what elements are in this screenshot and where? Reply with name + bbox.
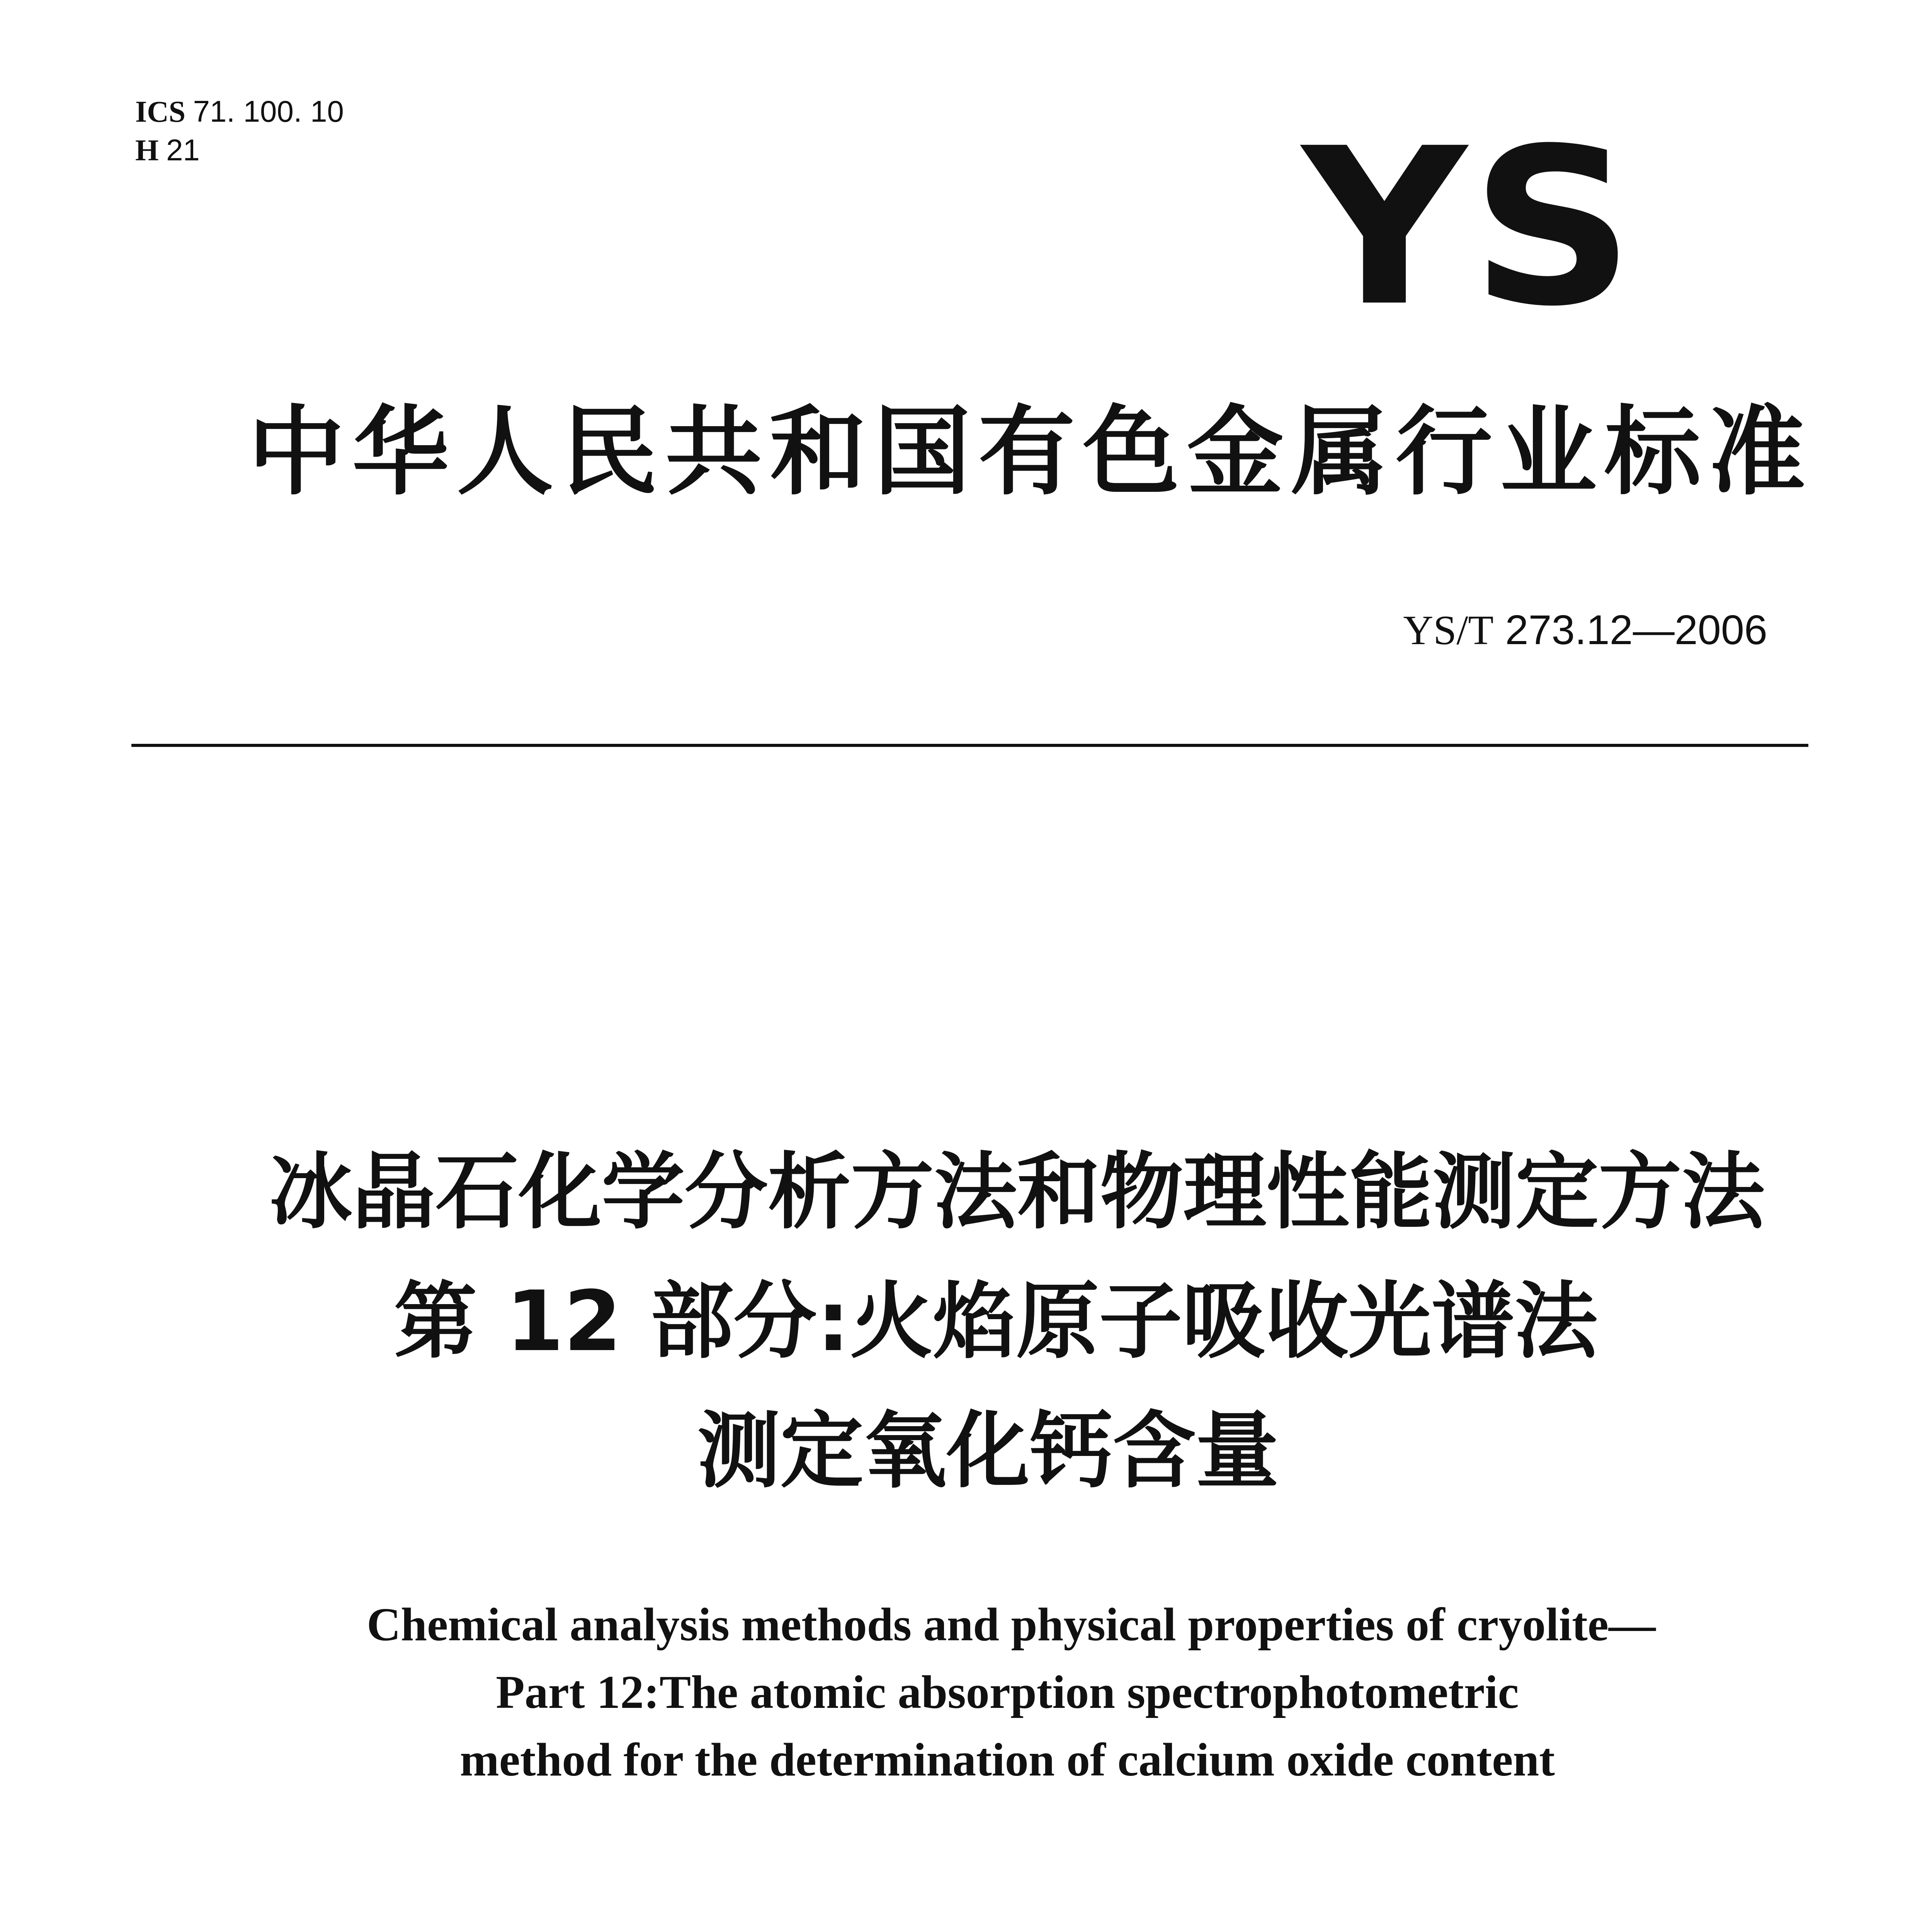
title-cn-line3: 测定氧化钙含量 bbox=[697, 1402, 1279, 1499]
classification-line bbox=[135, 131, 200, 169]
standard-number bbox=[1403, 605, 1767, 656]
title-cn-line1: 冰晶石化学分析方法和物理性能测定方法 bbox=[269, 1143, 1765, 1240]
title-en-line1: Chemical analysis methods and physical properties of cryolite— bbox=[367, 1599, 1656, 1651]
title-en-line3: method for the determination of calcium oxide content bbox=[460, 1734, 1555, 1786]
ics-label: ICS bbox=[135, 95, 186, 128]
agency-title: 中华人民共和国有色金属行业标准 bbox=[248, 396, 1813, 508]
classification-code: 21 bbox=[166, 133, 200, 167]
standard-number-code: 273.12—2006 bbox=[1505, 606, 1767, 653]
title-en-line2: Part 12:The atomic absorption spectrophotometric bbox=[496, 1666, 1519, 1718]
ics-code: 71. 100. 10 bbox=[193, 94, 344, 128]
ics-line bbox=[135, 93, 344, 130]
classification-label: H bbox=[135, 133, 159, 167]
standard-number-prefix: YS/T bbox=[1403, 607, 1494, 653]
title-cn-line2: 第 12 部分:火焰原子吸收光谱法 bbox=[394, 1273, 1598, 1370]
header-divider bbox=[131, 744, 1808, 747]
ys-logo-text: YS bbox=[1302, 102, 1639, 354]
ys-logo bbox=[1302, 102, 1719, 354]
